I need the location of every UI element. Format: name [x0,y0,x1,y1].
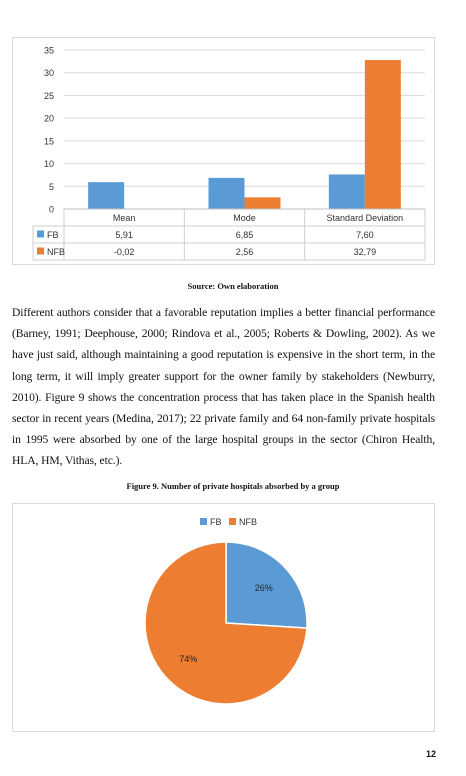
bar-fb [329,174,365,209]
data-value: -0,02 [113,247,135,257]
data-value: 5,91 [115,230,133,240]
bar-chart-svg [13,38,436,266]
legend-key-nfb [229,518,236,525]
y-tick-label: 20 [43,113,54,124]
legend-key-fb [200,518,207,525]
legend-label-fb: FB [47,230,59,240]
y-tick-label: 30 [43,68,54,79]
figure-caption: Figure 9. Number of private hospitals absorbed by a group [126,481,340,491]
page-number: 12 [425,749,436,759]
pie-chart [12,503,435,732]
legend-key-nfb [37,248,44,255]
legend-label-nfb: NFB [239,517,257,527]
y-tick-label: 25 [43,90,54,101]
category-label: Standard Deviation [326,213,404,223]
pie-data-label: 74% [179,653,198,664]
pie-chart-svg [13,504,436,733]
bar-chart [12,37,435,265]
category-label: Mode [233,213,256,223]
body-paragraph: Different authors consider that a favorable reputation implies a better financial performance (Barney, 1991; Deephouse, 2000; Rindova et al., 2005; Roberts & Dowling, 2002). As we have just said, although maintaining a good reputation is expensive in the short term, in the long term, it will imply greater support for the owner family by stakeholders (Newburry, 2010). Figure 9 shows the concentration process that has taken place in the Spanish health sector in recent years (Medina, 2017); 22 private family and 64 non-family private hospitals in 1995 were absorbed by one of the large hospital groups in the sector (Chiron Health, HLA, HM, Vithas, etc.). [12,306,435,468]
data-value: 6,85 [235,230,254,240]
data-value: 7,60 [356,230,374,240]
data-value: 2,56 [235,247,254,257]
pie-data-label: 26% [254,583,273,594]
bar-nfb [365,60,401,209]
y-tick-label: 15 [43,136,54,147]
category-label: Mean [112,213,136,223]
legend-label-nfb: NFB [47,247,65,257]
y-tick-label: 10 [43,159,54,170]
bar-nfb [245,197,281,209]
bar-fb [88,182,124,209]
legend-key-fb [37,231,44,238]
y-tick-label: 0 [48,204,54,215]
legend-label-fb: FB [210,517,222,527]
y-tick-label: 5 [48,181,54,192]
data-value: 32,79 [353,247,377,257]
bar-fb [209,178,245,209]
source-note: Source: Own elaboration [187,281,279,291]
y-tick-label: 35 [43,45,54,56]
